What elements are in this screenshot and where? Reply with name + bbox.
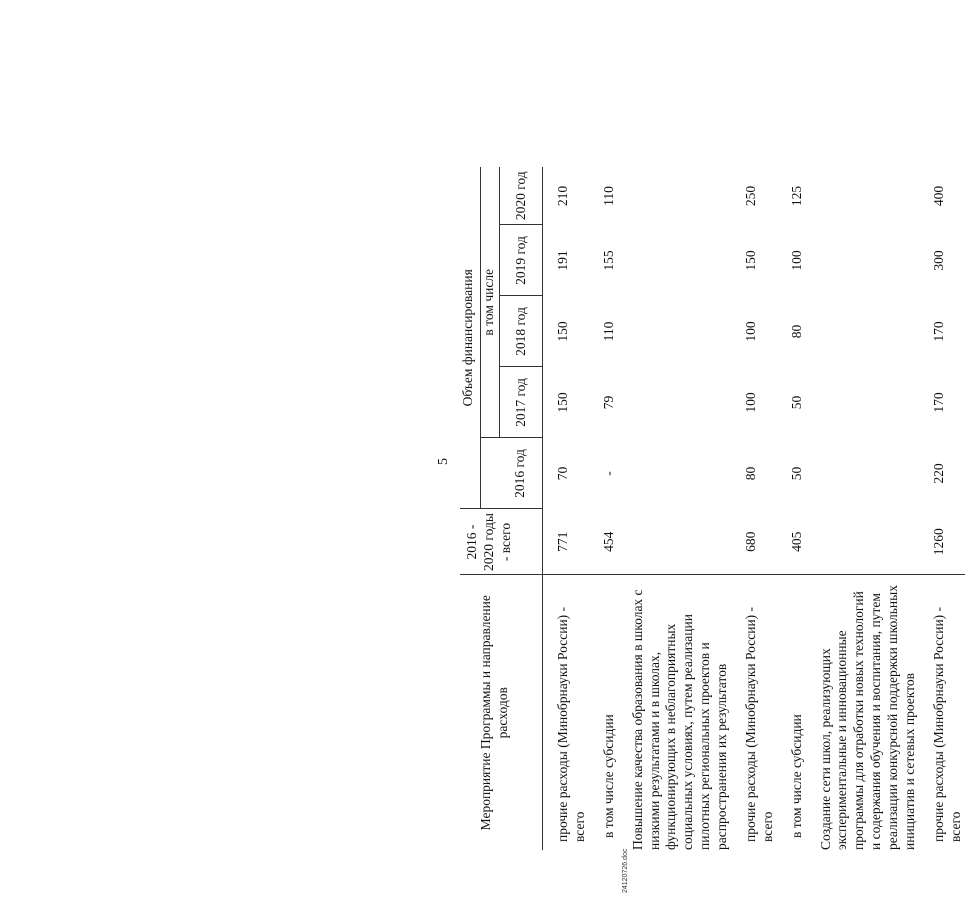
- cell-2019: 300: [930, 250, 946, 271]
- cell-total: 771: [543, 509, 589, 575]
- cell-total: [806, 509, 919, 575]
- table-row: [731, 167, 777, 850]
- table-row: [589, 167, 618, 850]
- header-year-2016: 2016 год: [500, 438, 543, 509]
- header-activity: Мероприятие Программы и направление расходов: [460, 575, 543, 850]
- cell-2019: 191: [555, 250, 570, 271]
- table-row: [777, 167, 806, 850]
- cell-2017: [806, 367, 919, 438]
- cell-2017: 150: [555, 392, 570, 413]
- cell-2016: 80: [742, 466, 758, 481]
- cell-2020: 125: [788, 185, 804, 207]
- cell-2019: 100: [788, 250, 804, 271]
- footer-code: 24120726.doc: [622, 848, 629, 893]
- cell-2019: 150: [742, 250, 758, 271]
- cell-2018: 110: [600, 321, 616, 342]
- cell-2017: 100: [742, 392, 758, 413]
- cell-2020: 250: [742, 185, 758, 207]
- cell-2016: 50: [788, 466, 804, 481]
- cell-2017: 50: [788, 395, 804, 410]
- funding-table: [460, 167, 965, 850]
- row-name: прочие расходы (Минобрнауки России) - всего: [930, 606, 963, 842]
- page-number: 5: [436, 458, 451, 465]
- cell-2019: [806, 225, 919, 296]
- table-row: [919, 167, 965, 850]
- header-year-2020: 2020 год: [500, 167, 543, 225]
- cell-total: 680: [731, 509, 777, 575]
- cell-2020: [618, 167, 731, 225]
- row-name: Создание сети школ, реализующих экспериментальные и инновационные программы для отработки новых технологий и содержания обучения и воспитания, путем реализации конкурсной поддержки школьных инициатив и сетевых проектов: [817, 585, 917, 850]
- header-total: 2016 - 2020 годы - всего: [460, 509, 543, 575]
- cell-2017: 170: [930, 392, 946, 413]
- cell-total: 405: [777, 509, 806, 575]
- cell-2018: 100: [742, 321, 758, 342]
- table-row: [618, 167, 731, 850]
- cell-2016: [618, 438, 731, 509]
- cell-2016: [806, 438, 919, 509]
- cell-2020: [806, 167, 919, 225]
- cell-2020: 210: [555, 185, 570, 207]
- cell-2020: 110: [600, 186, 616, 206]
- cell-2016: 220: [930, 463, 946, 484]
- cell-2018: 170: [930, 321, 946, 342]
- row-name: в том числе субсидии: [788, 714, 804, 838]
- table-row: [543, 167, 589, 850]
- cell-2018: 150: [555, 321, 570, 342]
- header-year-2018: 2018 год: [500, 296, 543, 367]
- table-row: [806, 167, 919, 850]
- cell-total: 1260: [919, 509, 965, 575]
- cell-total: 454: [589, 509, 618, 575]
- cell-2018: [618, 296, 731, 367]
- row-name: прочие расходы (Минобрнауки России) - всего: [742, 606, 775, 842]
- cell-2019: 155: [600, 250, 616, 271]
- cell-2017: [618, 367, 731, 438]
- header-year-2017: 2017 год: [500, 367, 543, 438]
- cell-2016: -: [600, 471, 616, 476]
- cell-2020: 400: [930, 185, 946, 207]
- cell-2019: [618, 225, 731, 296]
- row-name: Повышение качества образования в школах с низкими результатами и в школах, функционирующих в неблагоприятных социальных условиях, путем реализации пилотных региональных проектов и распространения их результатов: [629, 589, 729, 850]
- header-including: в том числе: [481, 167, 500, 438]
- cell-total: [618, 509, 731, 575]
- cell-2016: 70: [555, 466, 570, 481]
- cell-2017: 79: [600, 395, 616, 410]
- header-year-2019: 2019 год: [500, 225, 543, 296]
- header-funding: Объем финансирования: [460, 167, 481, 509]
- row-name: прочие расходы (Минобрнауки России) - всего: [555, 606, 587, 842]
- cell-2018: 80: [788, 324, 804, 339]
- cell-2018: [806, 296, 919, 367]
- row-name: в том числе субсидии: [600, 714, 616, 838]
